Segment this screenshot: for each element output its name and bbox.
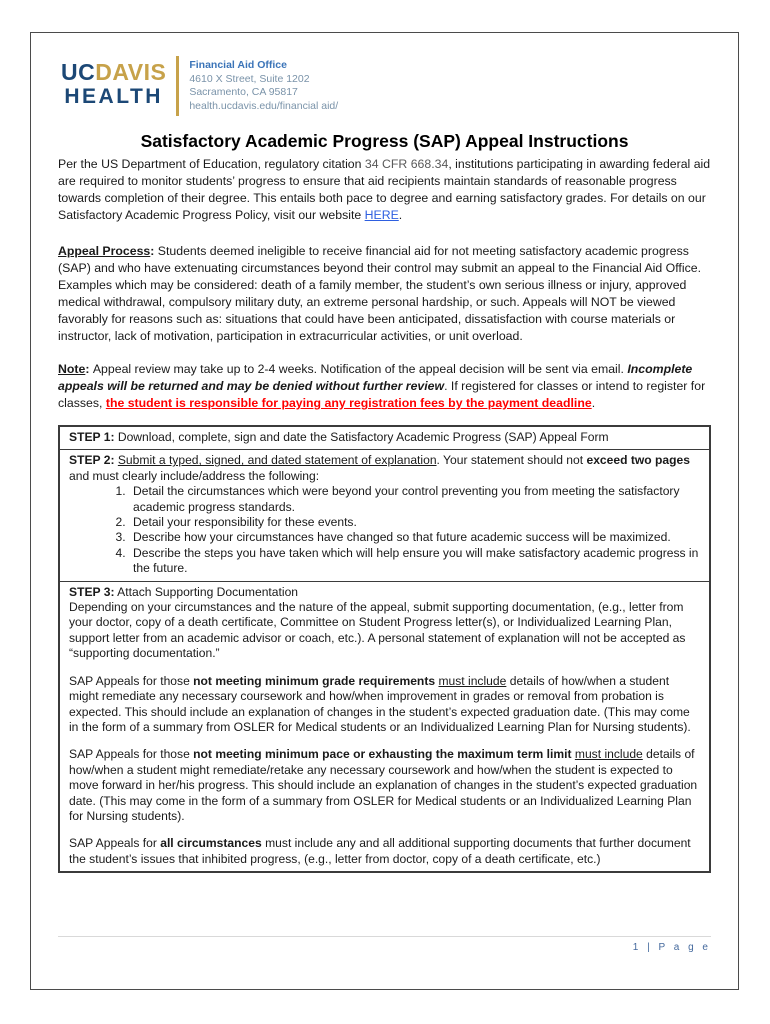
ucdavis-health-logo <box>61 56 166 107</box>
text-segment: all circumstances <box>160 836 262 851</box>
text-segment: . <box>398 208 403 222</box>
text-segment: SAP Appeals for those <box>69 747 194 762</box>
text-segment: details of how/when a student might remediate any necessary coursework and how/when improvement in grades or removal from probation is expected. This should include an explanation of changes in the student’s expected graduation date. (This may come in the form of a summary from OSLER for Medical students or an Individualized Learning Plan for Nursing students). <box>69 673 691 734</box>
list-item: 1. Detail the circumstances which were beyond your control preventing you from meeting the satisfactory academic progress standards. <box>129 484 700 515</box>
document-page <box>30 32 739 990</box>
text-segment: Submit a typed, signed, and dated statement of explanation <box>117 453 437 468</box>
page-number: 1 | P a g e <box>632 942 711 953</box>
text-segment: not meeting minimum grade requirements <box>193 673 436 688</box>
step3-row <box>59 581 710 872</box>
here-link[interactable]: HERE <box>364 208 399 222</box>
text-segment: exceed two pages <box>586 453 690 468</box>
letterhead <box>61 56 711 120</box>
text-segment: . If registered for classes or intend to register for classes, <box>58 379 706 410</box>
text-segment: Attach Supporting Documentation <box>114 584 299 599</box>
office-name: Financial Aid Office <box>189 59 287 71</box>
text-segment: Depending on your circumstances and the nature of the appeal, submit supporting documentation, (e.g., letter from your doctor, copy of a death certificate, Committee on Student Progress letter(s), or Individualized Learning Plan, support letter from an academic advisor or coach, etc.). A personal statement of explanation will not be accepted as “supporting documentation.” <box>69 600 686 661</box>
address-block <box>189 56 338 113</box>
davis-text: DAVIS <box>95 59 167 85</box>
list-item: 4. Describe the steps you have taken which will help ensure you will make satisfactory academic progress in the future. <box>129 546 700 577</box>
sap-steps-table <box>58 425 711 873</box>
page-footer <box>58 936 711 953</box>
note-paragraph <box>58 361 711 412</box>
step2-row <box>59 450 710 581</box>
text-segment: . <box>591 396 596 410</box>
text-segment: must include <box>574 747 643 762</box>
step3-paragraph <box>69 747 700 824</box>
footer-divider <box>58 936 711 937</box>
list-item: 2. Detail your responsibility for these events. <box>129 515 700 530</box>
step3-heading <box>69 585 700 600</box>
uc-text: UC <box>61 59 96 85</box>
text-segment: SAP Appeals for <box>69 836 161 851</box>
text-segment: Download, complete, sign and date the Satisfactory Academic Progress (SAP) Appeal Form <box>114 430 609 444</box>
text-segment: SAP Appeals for those <box>69 673 194 688</box>
text-segment: Incomplete appeals will be returned and may be denied without further review <box>58 362 693 393</box>
text-segment: details of how/when a student might remediate/retake any necessary coursework and how/when the student is expected to move forward in her/his progress. This should include an explanation of changes in the student’s expected graduation date. (This may come in the form of a summary from OSLER for Medical students or an Individualized Learning Plan for Nursing students). <box>69 747 698 823</box>
intro-paragraph <box>58 156 711 224</box>
address-line-2: Sacramento, CA 95817 <box>189 86 298 98</box>
text-segment: Per the US Department of Education, regulatory citation <box>58 157 365 171</box>
health-wordmark: HEALTH <box>64 85 163 108</box>
text-segment: and must clearly include/address the following: <box>69 468 320 483</box>
website-url: health.ucdavis.edu/financial aid/ <box>189 99 339 112</box>
text-segment: Appeal review may take up to 2-4 weeks. Notification of the appeal decision will be sent via email. <box>92 362 628 376</box>
text-segment: Students deemed ineligible to receive financial aid for not meeting satisfactory academic progress (SAP) and who have extenuating circumstances beyond their control may submit an appeal to the Financial Aid Office. Examples which may be considered: death of a family member, the student’s own serious illness or injury, approved medical withdrawal, compulsory military duty, an extreme personal hardship, or such. Appeals will NOT be viewed favorably for reasons such as: situations that could have been anticipated, dissatisfaction with course materials or instructor, lack of motivation, participation in extracurricular activities, or unit overload. <box>58 244 701 343</box>
address-line-1: 4610 X Street, Suite 1202 <box>189 72 310 85</box>
text-segment: : <box>150 244 158 258</box>
step2-requirements-list <box>69 484 700 576</box>
step2-lead <box>69 453 700 484</box>
text-segment: must include any and all additional supporting documents that further document the student’s issues that inhibited progress, (e.g., letter from doctor, copy of a death certificate, etc.) <box>69 836 691 866</box>
step3-paragraph <box>69 836 700 867</box>
text-segment: Appeal Process <box>58 244 151 258</box>
text-segment: the student is responsible for paying any registration fees by the payment deadline <box>105 396 592 410</box>
step1-row <box>59 426 710 450</box>
text-segment: not meeting minimum pace or exhausting the maximum term limit <box>193 747 572 762</box>
text-segment: STEP 2: <box>69 453 115 468</box>
page-title: Satisfactory Academic Progress (SAP) Appeal Instructions <box>140 131 629 151</box>
text-segment: STEP 1: <box>69 430 115 444</box>
step1-cell <box>59 426 710 450</box>
text-segment: , institutions participating in awarding federal aid are required to monitor students’ progress to ensure that aid recipients maintain standards of reasonable progress towards completion of their degree. This entails both pace to degree and earning satisfactory grades. For details on our Satisfactory Academic Progress Policy, visit our website <box>58 157 711 222</box>
ucdavis-wordmark <box>61 61 166 84</box>
appeal-process-paragraph <box>58 243 711 345</box>
text-segment: STEP 3: <box>69 584 115 599</box>
step3-cell <box>59 581 710 872</box>
step3-paragraph <box>69 600 700 662</box>
step3-paragraph <box>69 674 700 736</box>
text-segment: must include <box>438 673 507 688</box>
text-segment: 34 CFR 668.34 <box>364 157 449 171</box>
text-segment: : <box>85 362 93 376</box>
list-item: 3. Describe how your circumstances have changed so that future academic success will be maximized. <box>129 530 700 545</box>
step2-cell <box>59 450 710 581</box>
text-segment: Note <box>58 362 86 376</box>
gold-divider-bar <box>176 56 179 116</box>
text-segment: . Your statement should not <box>436 453 587 468</box>
